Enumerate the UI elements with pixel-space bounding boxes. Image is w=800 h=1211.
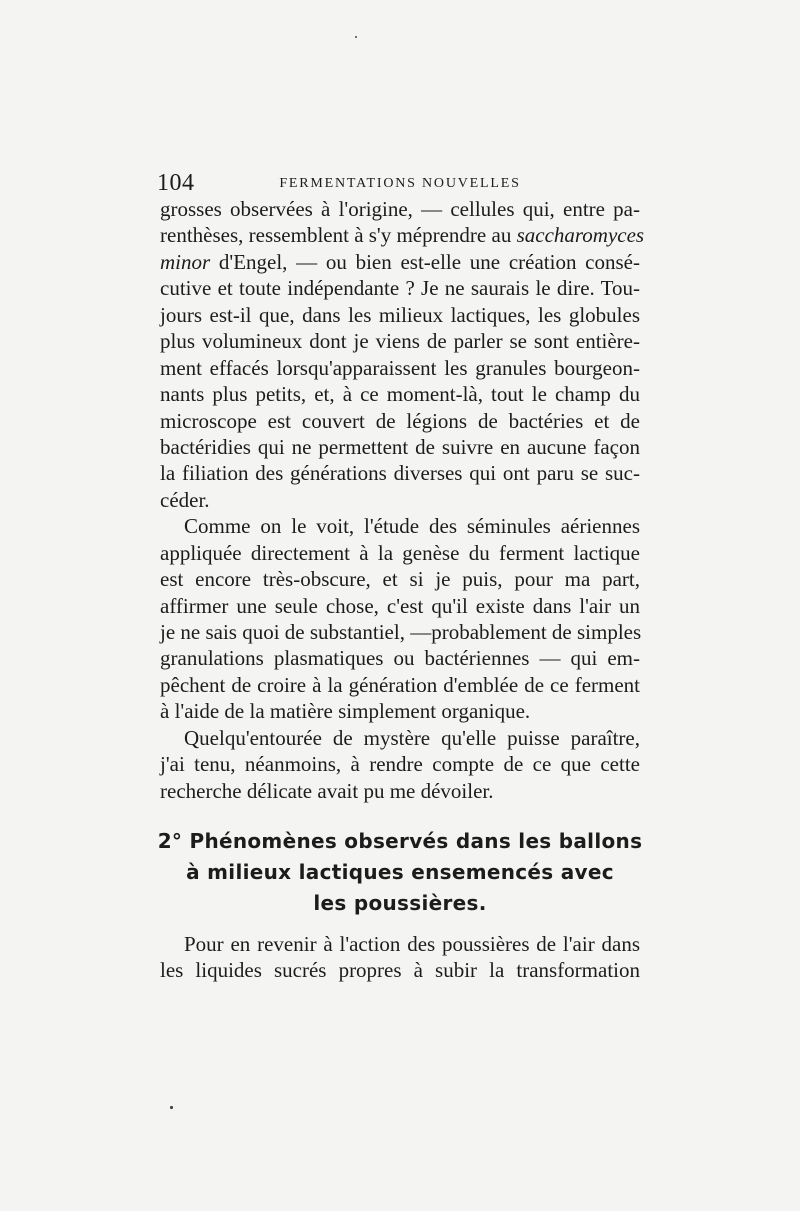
text-line: affirmer une seule chose, c'est qu'il existe dans l'air un: [160, 593, 640, 618]
text-line: bactéridies qui ne permettent de suivre en aucune façon: [160, 434, 640, 459]
italic-term: minor: [160, 249, 211, 274]
section-heading-line: à milieux lactiques ensemencés avec: [186, 860, 614, 884]
running-head: FERMENTATIONS NOUVELLES: [279, 176, 521, 191]
text-line: la filiation des générations diverses qui ont paru se suc-: [160, 461, 640, 486]
section-heading: [150, 826, 650, 919]
section-heading-line: 2° Phénomènes observés dans les ballons: [157, 829, 643, 853]
text-line: ment effacés lorsqu'apparaissent les granules bourgeon-: [160, 355, 640, 380]
text-line: Pour en revenir à l'action des poussières de l'air dans: [184, 932, 640, 956]
text-line: pêchent de croire à la génération d'emblée de ce ferment: [160, 672, 640, 697]
text-line: céder.: [160, 487, 210, 512]
text-line: cutive et toute indépendante ? Je ne saurais le dire. Tou-: [160, 276, 640, 301]
page-number: 104: [157, 170, 195, 196]
text-line: granulations plasmatiques ou bactériennes — qui em-: [160, 646, 640, 671]
text-line: les liquides sucrés propres à subir la transformation: [160, 958, 640, 983]
text-line: grosses observées à l'origine, — cellules qui, entre pa-: [160, 197, 640, 221]
print-speck: [355, 36, 357, 38]
text-line: Quelqu'entourée de mystère qu'elle puisse paraître,: [184, 725, 640, 750]
print-speck: [170, 1106, 173, 1109]
text-line: jours est-il que, dans les milieux lactiques, les globules: [160, 302, 640, 327]
page-header: [157, 168, 643, 198]
text-line: est encore très-obscure, et si je puis, pour ma part,: [160, 567, 640, 592]
text-line: je ne sais quoi de substantiel, —probablement de simples: [160, 620, 642, 644]
text-line: recherche délicate avait pu me dévoiler.: [160, 778, 494, 803]
text-line: renthèses, ressemblent à s'y méprendre au saccharomyces: [160, 223, 645, 248]
body-text: [160, 196, 645, 804]
text-line: minor d'Engel, — ou bien est-elle une création consé-: [160, 249, 640, 274]
section-heading-line: les poussières.: [313, 891, 487, 915]
text-line: plus volumineux dont je viens de parler se sont entière-: [160, 329, 640, 354]
text-line: Comme on le voit, l'étude des séminules aériennes: [184, 514, 640, 539]
text-line: microscope est couvert de légions de bactéries et de: [160, 408, 640, 433]
text-line: appliquée directement à la genèse du ferment lactique: [160, 540, 640, 565]
italic-term: saccharomyces: [516, 223, 645, 248]
text-line: j'ai tenu, néanmoins, à rendre compte de ce que cette: [160, 752, 640, 777]
body-text-continued: [160, 931, 640, 984]
text-line: à l'aide de la matière simplement organique.: [160, 699, 531, 724]
text-line: nants plus petits, et, à ce moment-là, tout le champ du: [160, 382, 640, 407]
